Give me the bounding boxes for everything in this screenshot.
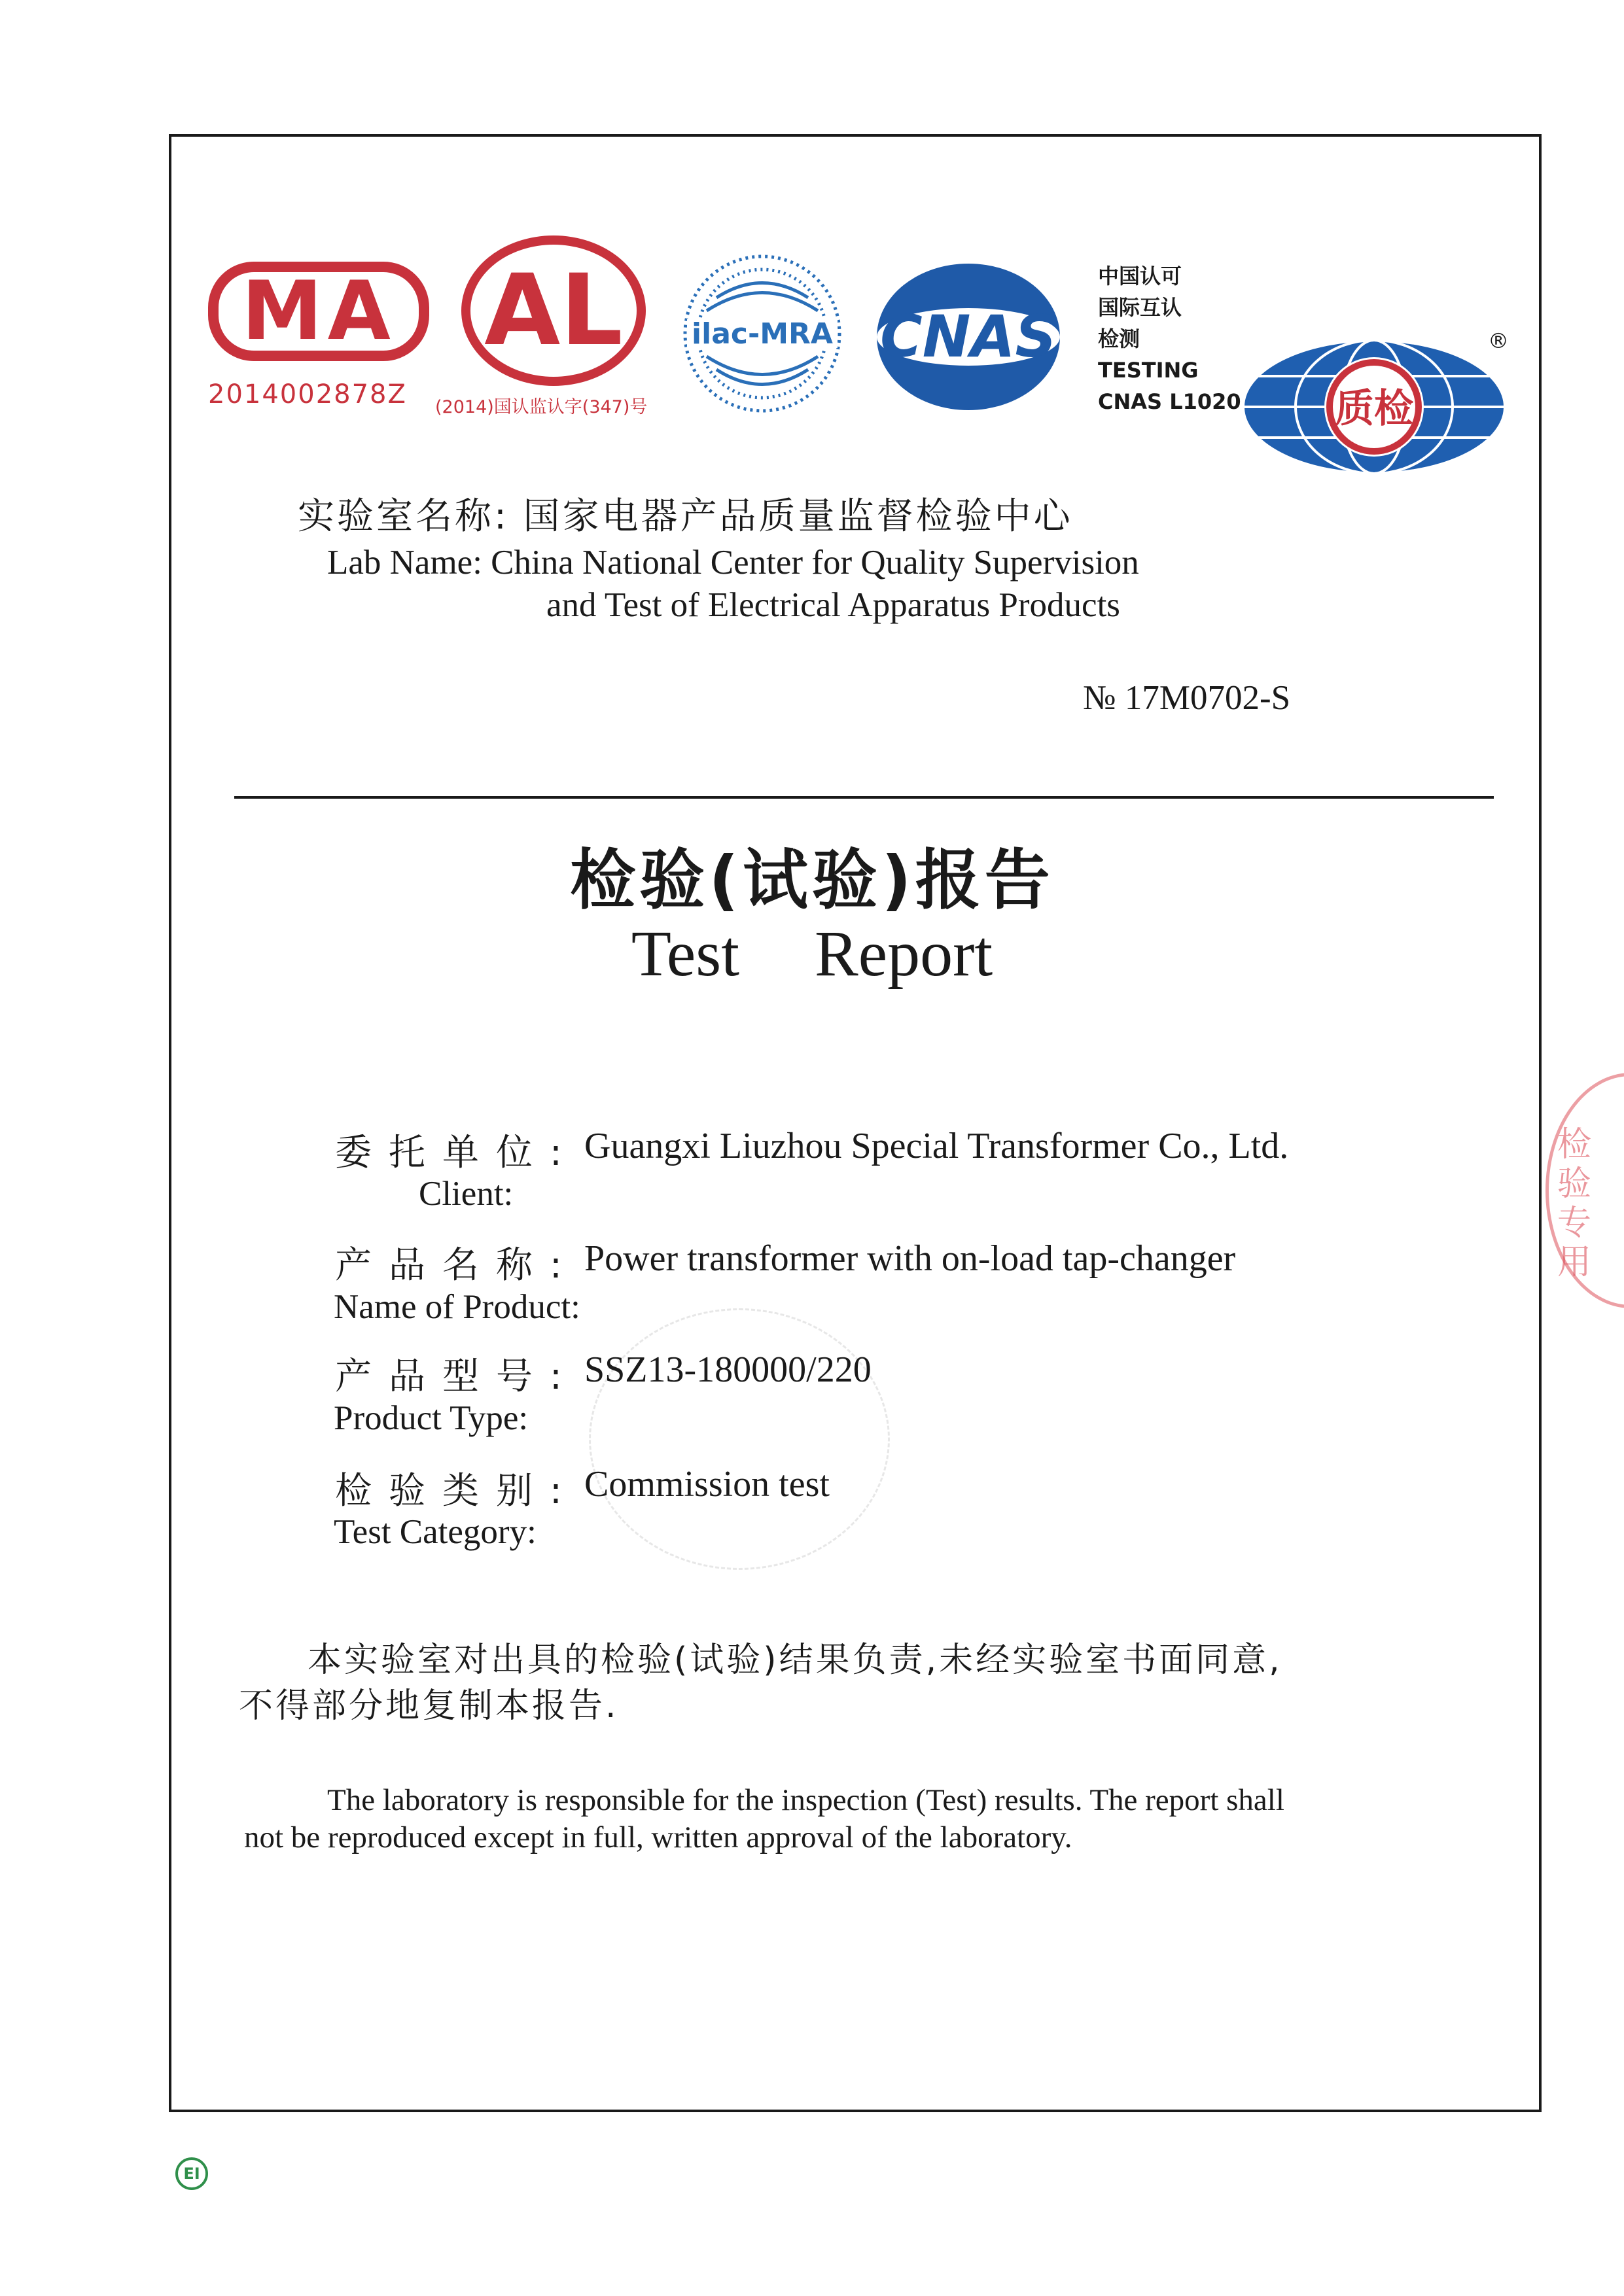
report-number: № 17M0702-S: [1083, 679, 1291, 717]
lab-name-en-line1: Lab Name: China National Center for Quality Supervision: [327, 544, 1139, 582]
registered-mark: ®: [1488, 328, 1509, 353]
report-title-cn: 检验(试验)报告: [570, 842, 1054, 918]
notice-en-line2: not be reproduced except in full, written approval of the laboratory.: [244, 1820, 1072, 1854]
cal-number: (2014)国认监认字(347)号: [435, 397, 648, 417]
notice-cn-line2: 不得部分地复制本报告.: [239, 1686, 619, 1726]
globe-seal-logo: [1240, 337, 1508, 478]
seal-logo-text: 质检: [1335, 386, 1413, 432]
notice-cn-line1: 本实验室对出具的检验(试验)结果负责,未经实验室书面同意,: [308, 1641, 1282, 1680]
test-category-label-en: Test Category:: [334, 1513, 537, 1551]
header-divider: [234, 796, 1494, 799]
product-name-value: Power transformer with on-load tap-changer: [584, 1238, 1236, 1279]
cnas-logo-text: CNAS: [880, 303, 1057, 370]
client-label-cn: 委托单位:: [335, 1132, 579, 1174]
product-name-label-en: Name of Product:: [334, 1288, 580, 1326]
product-name-label-cn: 产品名称:: [335, 1244, 579, 1287]
lab-name-cn: 实验室名称: 国家电器产品质量监督检验中心: [298, 495, 1073, 538]
cma-number: 2014002878Z: [208, 379, 407, 409]
lab-name-en-line2: and Test of Electrical Apparatus Products: [546, 586, 1120, 624]
test-category-value: Commission test: [584, 1464, 830, 1505]
cal-logo-text: AL: [484, 254, 623, 368]
cnas-caption: [1098, 260, 1241, 417]
cnas-caption-line: TESTING: [1098, 358, 1199, 383]
client-label-en: Client:: [419, 1175, 514, 1213]
footer-mark-icon: EI: [175, 2157, 208, 2190]
faint-stamp-mark: [589, 1308, 890, 1570]
client-value: Guangxi Liuzhou Special Transformer Co., Ltd.: [584, 1126, 1289, 1166]
product-type-value: SSZ13-180000/220: [584, 1349, 872, 1390]
cma-logo-text: MA: [241, 264, 396, 358]
product-type-label-cn: 产品型号:: [335, 1355, 579, 1398]
cnas-logo-globe: [870, 258, 1067, 415]
side-stamp-text: 检验专用: [1557, 1125, 1592, 1282]
report-title-en: Test Report: [631, 917, 993, 990]
cnas-caption-line: 检测: [1098, 326, 1140, 351]
test-category-label-cn: 检验类别:: [335, 1470, 579, 1512]
ilac-mra-logo: [680, 252, 844, 415]
ilac-logo-label: ilac-MRA: [692, 317, 833, 351]
cnas-caption-line: 中国认可: [1098, 264, 1182, 288]
cnas-caption-line: 国际互认: [1098, 295, 1182, 320]
cnas-caption-line: CNAS L1020: [1098, 389, 1241, 414]
notice-en-line1: The laboratory is responsible for the inspection (Test) results. The report shall: [327, 1783, 1284, 1817]
product-type-label-en: Product Type:: [334, 1399, 529, 1437]
